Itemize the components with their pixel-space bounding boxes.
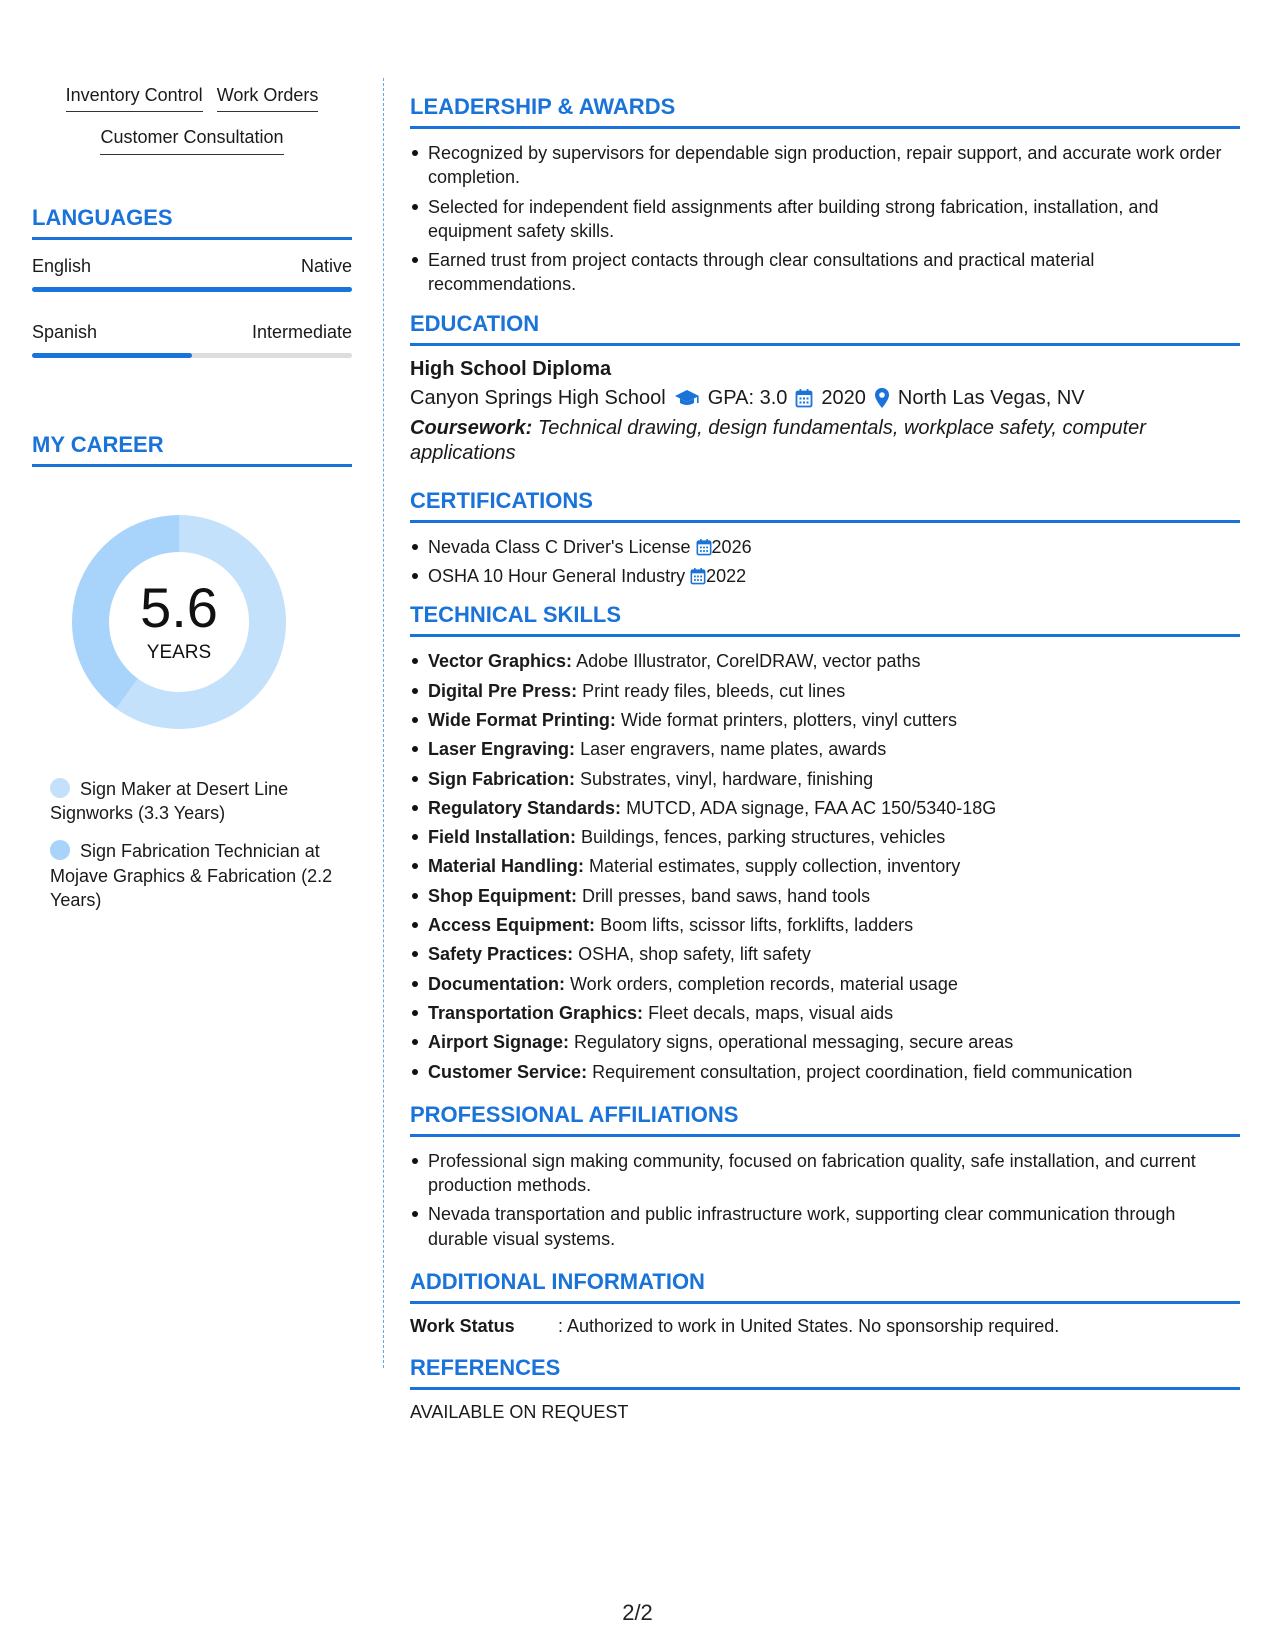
cert-name: Nevada Class C Driver's License [428,536,691,557]
skill-values: Print ready files, bleeds, cut lines [582,680,846,701]
education-school: Canyon Springs High School [410,386,666,409]
list-item: Selected for independent field assignments after building strong fabrication, installation, and equipment safety skills. [410,195,1240,244]
education-title: EDUCATION [410,311,1240,346]
additional-section [410,1269,1240,1337]
cert-name: OSHA 10 Hour General Industry [428,566,686,587]
skill-category: Access Equipment: [428,915,596,936]
list-item: Earned trust from project contacts through clear consultations and practical material recommendations. [410,248,1240,297]
list-item: Professional sign making community, focused on fabrication quality, safe installation, and current production methods. [410,1149,1240,1198]
left-column [32,84,352,926]
list-item: Nevada transportation and public infrastructure work, supporting clear communication through durable visual systems. [410,1202,1240,1251]
skill-tag: Inventory Control [66,84,203,112]
career-unit: YEARS [146,641,212,663]
skill-category: Laser Engraving: [428,739,576,760]
skill-category: Field Installation: [428,827,577,848]
language-name: English [32,255,92,276]
skill-values: Requirement consultation, project coordination, field communication [592,1061,1133,1082]
legend-dot [50,778,70,798]
skill-item [410,854,1240,878]
education-degree: High School Diploma [410,357,612,380]
skill-category: Digital Pre Press: [428,680,578,701]
skill-tag: Work Orders [217,84,319,112]
language-level-fill [32,353,192,358]
skill-item [410,649,1240,673]
skill-values: Fleet decals, maps, visual aids [648,1002,894,1023]
leadership-title: LEADERSHIP & AWARDS [410,94,1240,129]
cert-year: 2022 [706,566,747,587]
leadership-list [410,141,1240,297]
list-item: Recognized by supervisors for dependable sign production, repair support, and accurate work order completion. [410,141,1240,190]
certifications-section [410,488,1240,589]
language-level-fill [32,287,352,292]
skill-category: Regulatory Standards: [428,797,622,818]
skill-item [410,796,1240,820]
language-level: Intermediate [251,321,352,342]
skill-category: Customer Service: [428,1061,588,1082]
affiliations-list [410,1149,1240,1251]
skill-category: Sign Fabrication: [428,768,576,789]
affiliations-title: PROFESSIONAL AFFILIATIONS [410,1102,1240,1137]
education-gpa: GPA: 3.0 [707,386,788,409]
work-status-row [410,1316,1240,1337]
language-row [32,322,352,343]
location-pin-icon [874,387,890,409]
skill-item [410,1001,1240,1025]
skill-category: Material Handling: [428,856,585,877]
skill-category: Wide Format Printing: [428,709,616,730]
skill-item [410,737,1240,761]
references-section [410,1355,1240,1423]
skill-values: OSHA, shop safety, lift safety [578,944,811,965]
affiliations-section [410,1102,1240,1251]
calendar-icon [696,538,712,556]
skill-category: Safety Practices: [428,944,574,965]
skill-values: Regulatory signs, operational messaging, secure areas [574,1032,1014,1053]
career-legend-item [50,839,352,912]
skill-category: Transportation Graphics: [428,1002,644,1023]
language-row [32,256,352,277]
graduation-cap-icon [674,388,700,408]
skill-values: Substrates, vinyl, hardware, finishing [580,768,874,789]
list-item [410,564,1240,588]
legend-label: Sign Fabrication Technician at Mojave Graphics & Fabrication (2.2 Years) [50,841,333,910]
page-number: 2/2 [622,1600,653,1625]
skills-title: TECHNICAL SKILLS [410,602,1240,637]
skill-item [410,708,1240,732]
career-section [32,432,352,912]
skill-tags [32,84,352,169]
skill-item [410,972,1240,996]
career-legend [32,777,352,912]
skills-list [410,649,1240,1083]
skill-values: Boom lifts, scissor lifts, forklifts, ladders [600,915,914,936]
language-level: Native [300,255,352,276]
skill-item [410,1060,1240,1084]
skill-item [410,942,1240,966]
skills-section [410,602,1240,1083]
skill-category: Vector Graphics: [428,651,573,672]
education-location: North Las Vegas, NV [897,386,1085,409]
right-column [410,94,1240,1437]
work-status-label: Work Status [410,1316,515,1337]
education-year: 2020 [821,386,866,409]
column-divider [383,78,384,1368]
education-coursework [410,416,1240,466]
career-donut-chart [64,507,294,737]
legend-label: Sign Maker at Desert Line Signworks (3.3 Years) [50,778,289,824]
skill-values: Adobe Illustrator, CorelDRAW, vector paths [576,651,921,672]
skill-values: Drill presses, band saws, hand tools [582,885,871,906]
skill-values: Work orders, completion records, material usage [570,973,958,994]
career-title: MY CAREER [32,432,352,467]
languages-title: LANGUAGES [32,205,352,240]
skill-category: Shop Equipment: [428,885,577,906]
donut-center [64,507,294,737]
skill-item [410,884,1240,908]
skill-values: MUTCD, ADA signage, FAA AC 150/5340-18G [626,797,997,818]
education-section [410,311,1240,466]
coursework-text: Technical drawing, design fundamentals, workplace safety, computer applications [410,416,1146,464]
additional-title: ADDITIONAL INFORMATION [410,1269,1240,1304]
skill-item [410,825,1240,849]
leadership-section [410,94,1240,297]
career-total-years: 5.6 [140,575,218,639]
references-text: AVAILABLE ON REQUEST [410,1402,629,1423]
cert-year: 2026 [711,536,752,557]
skill-category: Airport Signage: [428,1032,570,1053]
skill-item [410,679,1240,703]
skill-item [410,913,1240,937]
list-item [410,535,1240,559]
language-level-bar [32,353,352,358]
skill-tag: Customer Consultation [100,126,283,154]
legend-dot [50,840,70,860]
coursework-label: Coursework: [410,416,533,439]
skill-values: Wide format printers, plotters, vinyl cutters [620,709,957,730]
work-status-value: : Authorized to work in United States. No sponsorship required. [558,1316,1060,1337]
skill-item [410,767,1240,791]
language-level-bar [32,287,352,292]
skill-category: Documentation: [428,973,565,994]
skill-values: Buildings, fences, parking structures, vehicles [581,827,946,848]
career-legend-item [50,777,352,826]
certifications-title: CERTIFICATIONS [410,488,1240,523]
skill-values: Material estimates, supply collection, inventory [589,856,961,877]
skill-values: Laser engravers, name plates, awards [580,739,887,760]
education-details [410,387,1240,410]
language-name: Spanish [32,321,98,342]
languages-section [32,205,352,358]
certifications-list [410,535,1240,589]
references-title: REFERENCES [410,1355,1240,1390]
calendar-icon [795,388,813,408]
calendar-icon [690,567,706,585]
skill-item [410,1030,1240,1054]
